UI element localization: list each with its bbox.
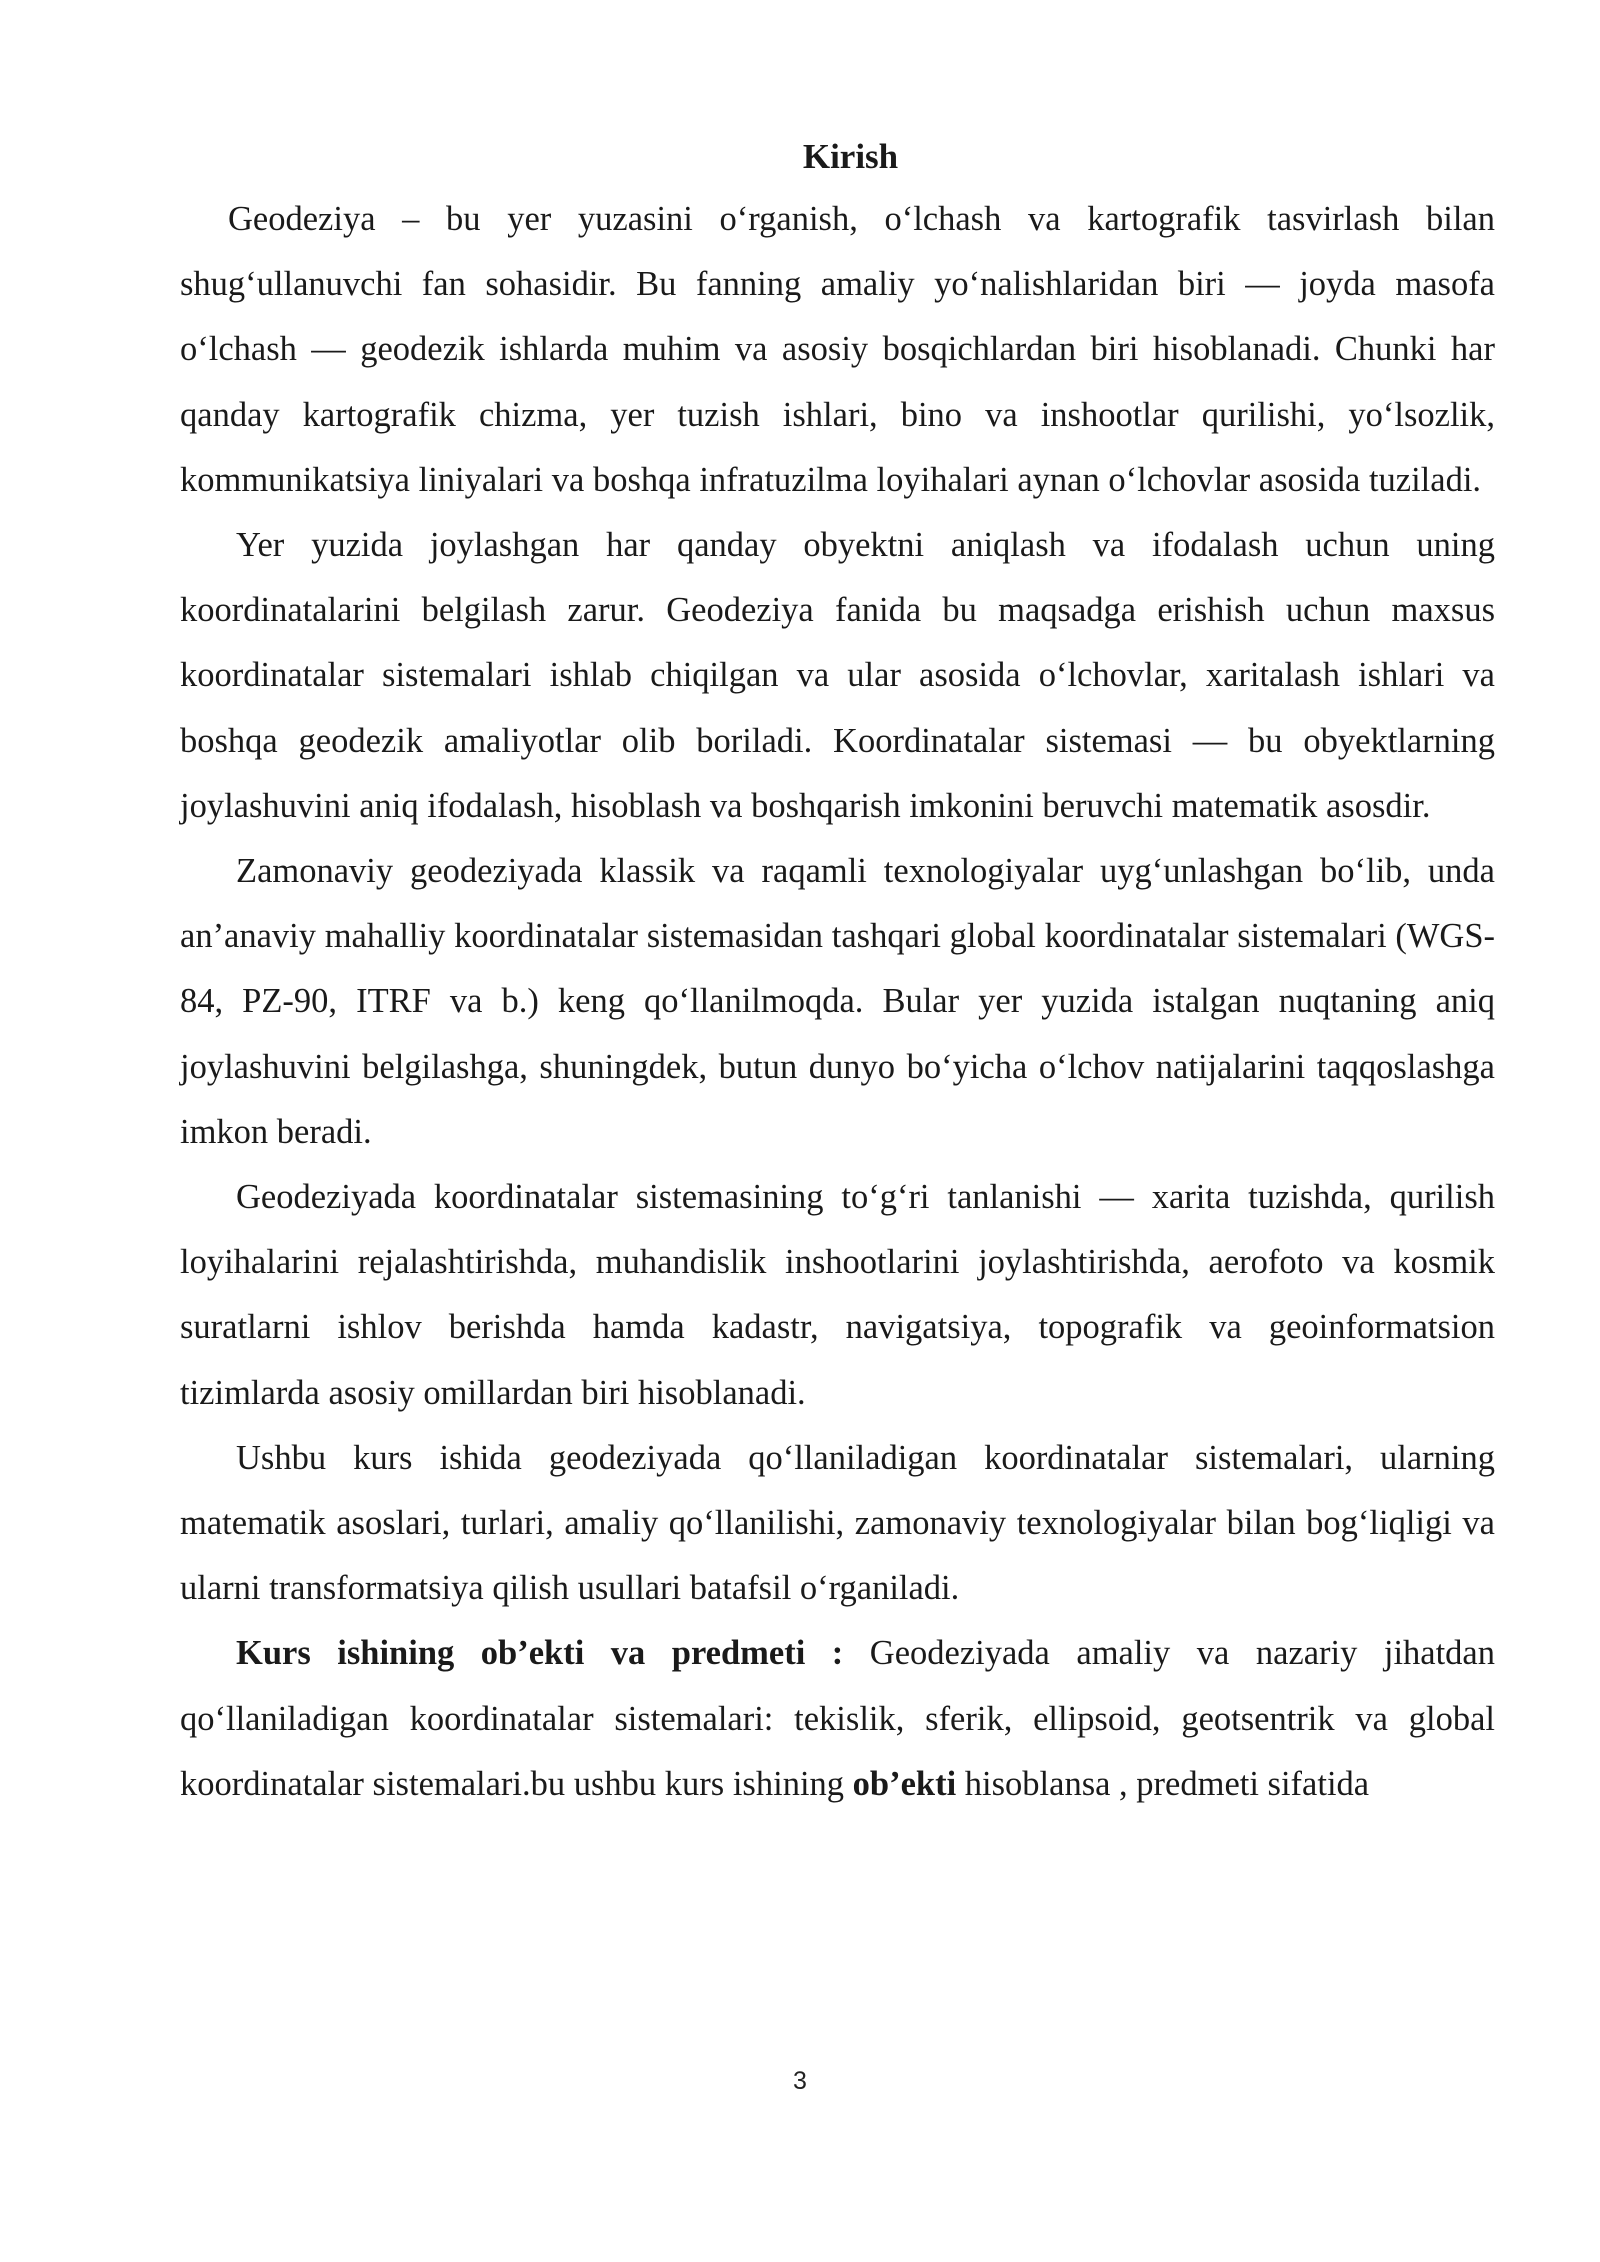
paragraph-6 xyxy=(180,1621,1495,1817)
paragraph-4: Geodeziyada koordinatalar sistemasining toʻgʻri tanlanishi — xarita tuzishda, qurilish loyihalarini rejalashtirishda, muhandislik inshootlarini joylashtirishda, aerofoto va kosmik suratlarni ishlov berishda hamda kadastr, navigatsiya, topografik va geoinformatsion tizimlarda asosiy omillardan biri hisoblanadi. xyxy=(180,1178,1495,1412)
page-number: 3 xyxy=(793,2067,807,2095)
bold-term: ob’ekti xyxy=(852,1764,957,1803)
paragraph-6-text-2: hisoblansa , predmeti sifatida xyxy=(956,1764,1370,1803)
paragraph-3: Zamonaviy geodeziyada klassik va raqamli texnologiyalar uygʻunlashgan boʻlib, unda an’anaviy mahalliy koordinatalar sistemasidan tashqari global koordinatalar sistemalari (WGS-84, PZ-90, ITRF va b.) keng qoʻllanilmoqda. Bular yer yuzida istalgan nuqtaning aniq joylashuvini belgilashga, shuningdek, butun dunyo boʻyicha oʻlchov natijalarini taqqoslashga imkon beradi. xyxy=(180,852,1495,1151)
paragraph-2: Yer yuzida joylashgan har qanday obyektni aniqlash va ifodalash uchun uning koordinatalarini belgilash zarur. Geodeziya fanida bu maqsadga erishish uchun maxsus koordinatalar sistemalari ishlab chiqilgan va ular asosida oʻlchovlar, xaritalash ishlari va boshqa geodezik amaliyotlar olib boriladi. Koordinatalar sistemasi — bu obyektlarning joylashuvini aniq ifodalash, hisoblash va boshqarish imkonini beruvchi matematik asosdir. xyxy=(180,526,1495,825)
bold-lead: Kurs ishining ob’ekti va predmeti : xyxy=(236,1634,844,1673)
page-title: Kirish xyxy=(802,137,899,176)
paragraph-1: Geodeziya – bu yer yuzasini oʻrganish, oʻlchash va kartografik tasvirlash bilan shugʻullanuvchi fan sohasidir. Bu fanning amaliy yoʻnalishlaridan biri — joyda masofa oʻlchash — geodezik ishlarda muhim va asosiy bosqichlardan biri hisoblanadi. Chunki har qanday kartografik chizma, yer tuzish ishlari, bino va inshootlar qurilishi, yoʻlsozlik, kommunikatsiya liniyalari va boshqa infratuzilma loyihalari aynan oʻlchovlar asosida tuziladi. xyxy=(180,200,1495,499)
page-content xyxy=(180,128,1495,1817)
paragraph-6-text-1: Geodeziyada amaliy va nazariy jihatdan qoʻllaniladigan koordinatalar sistemalari: tekislik, sferik, ellipsoid, geotsentrik va global koordinatalar sistemalari.bu ushbu kurs ishining xyxy=(180,1634,1495,1803)
paragraph-5: Ushbu kurs ishida geodeziyada qoʻllaniladigan koordinatalar sistemalari, ularning matematik asoslari, turlari, amaliy qoʻllanilishi, zamonaviy texnologiyalar bilan bogʻliqligi va ularni transformatsiya qilish usullari batafsil oʻrganiladi. xyxy=(180,1438,1495,1608)
